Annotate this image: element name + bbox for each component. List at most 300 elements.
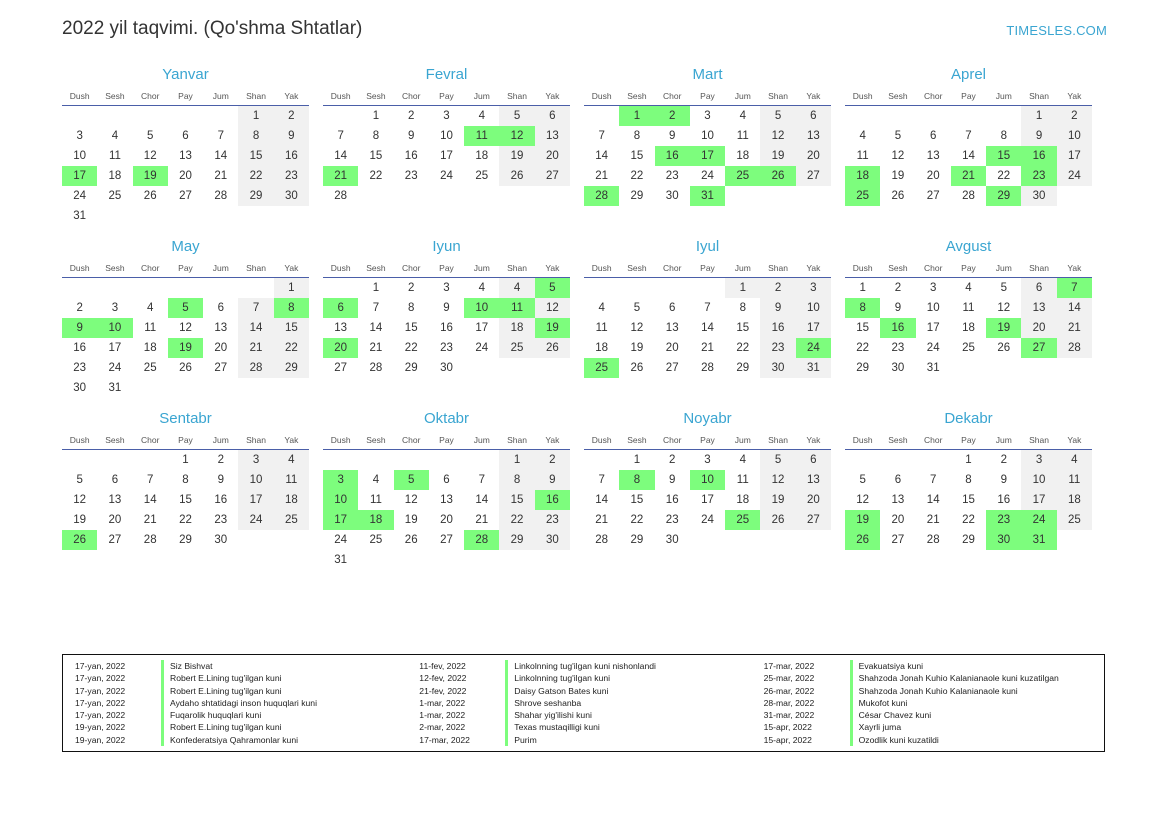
day-cell[interactable]: 22 — [736, 342, 750, 354]
day-cell[interactable]: 3 — [704, 454, 711, 466]
day-cell[interactable]: 28 — [595, 534, 609, 546]
day-cell[interactable]: 15 — [179, 494, 192, 506]
day-cell[interactable]: 4 — [111, 130, 119, 142]
day-cell[interactable]: 10 — [323, 490, 358, 510]
day-cell[interactable]: 15 — [962, 494, 975, 506]
day-cell[interactable]: 1 — [859, 282, 866, 294]
day-cell[interactable]: 22 — [997, 170, 1011, 182]
day-cell[interactable]: 4 — [965, 282, 972, 294]
day-cell[interactable]: 8 — [274, 298, 309, 318]
day-cell[interactable]: 3 — [111, 302, 119, 314]
day-cell[interactable]: 12 — [404, 494, 418, 506]
day-cell[interactable]: 24 — [73, 190, 87, 202]
day-cell[interactable]: 20 — [796, 490, 831, 510]
day-cell[interactable]: 26 — [845, 530, 880, 550]
day-cell[interactable]: 2 — [76, 302, 83, 314]
day-cell[interactable]: 9 — [669, 474, 676, 486]
day-cell[interactable]: 5 — [894, 130, 902, 142]
day-cell[interactable]: 17 — [926, 322, 940, 334]
day-cell[interactable]: 17 — [108, 342, 122, 354]
day-cell[interactable]: 2 — [760, 278, 795, 299]
day-cell[interactable]: 20 — [214, 342, 228, 354]
day-cell[interactable]: 5 — [760, 450, 795, 471]
day-cell[interactable]: 19 — [760, 490, 795, 510]
day-cell[interactable]: 24 — [238, 510, 273, 530]
day-cell[interactable]: 27 — [108, 534, 122, 546]
day-cell[interactable]: 20 — [440, 514, 453, 526]
day-cell[interactable]: 16 — [274, 146, 309, 166]
day-cell[interactable]: 31 — [73, 210, 87, 222]
day-cell[interactable]: 9 — [669, 130, 676, 142]
day-cell[interactable]: 16 — [214, 494, 228, 506]
day-cell[interactable]: 4 — [478, 110, 485, 122]
day-cell[interactable]: 30 — [891, 362, 905, 374]
day-cell[interactable]: 23 — [665, 514, 679, 526]
day-cell[interactable]: 3 — [323, 470, 358, 490]
day-cell[interactable]: 15 — [856, 322, 870, 334]
day-cell[interactable]: 2 — [274, 106, 309, 127]
day-cell[interactable]: 19 — [630, 342, 644, 354]
day-cell[interactable]: 19 — [535, 318, 570, 338]
day-cell[interactable]: 10 — [690, 470, 725, 490]
day-cell[interactable]: 12 — [179, 322, 192, 334]
day-cell[interactable]: 16 — [440, 322, 453, 334]
day-cell[interactable]: 13 — [891, 494, 905, 506]
day-cell[interactable]: 30 — [535, 530, 570, 550]
day-cell[interactable]: 9 — [408, 130, 415, 142]
day-cell[interactable]: 21 — [1057, 318, 1092, 338]
day-cell[interactable]: 21 — [951, 166, 986, 186]
day-cell[interactable]: 31 — [796, 358, 831, 378]
day-cell[interactable]: 4 — [274, 450, 309, 471]
day-cell[interactable]: 5 — [760, 106, 795, 127]
day-cell[interactable]: 6 — [1021, 278, 1056, 299]
day-cell[interactable]: 4 — [499, 278, 534, 299]
day-cell[interactable]: 20 — [323, 338, 358, 358]
day-cell[interactable]: 26 — [62, 530, 97, 550]
day-cell[interactable]: 2 — [535, 450, 570, 471]
day-cell[interactable]: 12 — [630, 322, 644, 334]
day-cell[interactable]: 20 — [1021, 318, 1056, 338]
day-cell[interactable]: 21 — [143, 514, 157, 526]
day-cell[interactable]: 27 — [179, 190, 192, 202]
day-cell[interactable]: 3 — [76, 130, 83, 142]
day-cell[interactable]: 5 — [168, 298, 203, 318]
day-cell[interactable]: 26 — [760, 166, 795, 186]
day-cell[interactable]: 25 — [1057, 510, 1092, 530]
day-cell[interactable]: 13 — [796, 470, 831, 490]
day-cell[interactable]: 18 — [962, 322, 975, 334]
day-cell[interactable]: 16 — [1021, 146, 1056, 166]
day-cell[interactable]: 3 — [238, 450, 273, 471]
day-cell[interactable]: 17 — [475, 322, 489, 334]
day-cell[interactable]: 14 — [369, 322, 383, 334]
day-cell[interactable]: 22 — [274, 338, 309, 358]
day-cell[interactable]: 5 — [394, 470, 429, 490]
day-cell[interactable]: 6 — [323, 298, 358, 318]
day-cell[interactable]: 13 — [179, 150, 192, 162]
day-cell[interactable]: 28 — [238, 358, 273, 378]
day-cell[interactable]: 16 — [73, 342, 87, 354]
day-cell[interactable]: 13 — [796, 126, 831, 146]
day-cell[interactable]: 8 — [372, 130, 380, 142]
day-cell[interactable]: 25 — [962, 342, 975, 354]
day-cell[interactable]: 22 — [369, 170, 383, 182]
day-cell[interactable]: 1 — [182, 454, 189, 466]
day-cell[interactable]: 29 — [238, 186, 273, 206]
day-cell[interactable]: 4 — [739, 454, 746, 466]
day-cell[interactable]: 23 — [986, 510, 1021, 530]
day-cell[interactable]: 24 — [108, 362, 122, 374]
day-cell[interactable]: 8 — [182, 474, 189, 486]
day-cell[interactable]: 22 — [630, 514, 644, 526]
day-cell[interactable]: 26 — [997, 342, 1011, 354]
day-cell[interactable]: 7 — [147, 474, 154, 486]
day-cell[interactable]: 24 — [1057, 166, 1092, 186]
day-cell[interactable]: 1 — [633, 454, 641, 466]
day-cell[interactable]: 15 — [986, 146, 1021, 166]
day-cell[interactable]: 4 — [1057, 450, 1092, 471]
day-cell[interactable]: 7 — [598, 474, 605, 486]
day-cell[interactable]: 27 — [1021, 338, 1056, 358]
day-cell[interactable]: 27 — [440, 534, 453, 546]
day-cell[interactable]: 21 — [926, 514, 940, 526]
day-cell[interactable]: 29 — [736, 362, 750, 374]
day-cell[interactable]: 31 — [108, 382, 122, 394]
day-cell[interactable]: 25 — [584, 358, 619, 378]
day-cell[interactable]: 9 — [535, 470, 570, 490]
day-cell[interactable]: 4 — [372, 474, 380, 486]
day-cell[interactable]: 9 — [274, 126, 309, 146]
day-cell[interactable]: 18 — [143, 342, 157, 354]
day-cell[interactable]: 7 — [372, 302, 380, 314]
day-cell[interactable]: 23 — [73, 362, 87, 374]
day-cell[interactable]: 5 — [859, 474, 866, 486]
day-cell[interactable]: 15 — [274, 318, 309, 338]
day-cell[interactable]: 23 — [214, 514, 228, 526]
day-cell[interactable]: 7 — [930, 474, 937, 486]
day-cell[interactable]: 8 — [499, 470, 534, 490]
day-cell[interactable]: 25 — [143, 362, 157, 374]
day-cell[interactable]: 8 — [408, 302, 415, 314]
day-cell[interactable]: 26 — [143, 190, 157, 202]
day-cell[interactable]: 15 — [369, 150, 383, 162]
day-cell[interactable]: 14 — [143, 494, 157, 506]
day-cell[interactable]: 18 — [736, 150, 750, 162]
day-cell[interactable]: 15 — [736, 322, 750, 334]
day-cell[interactable]: 7 — [704, 302, 711, 314]
day-cell[interactable]: 30 — [274, 186, 309, 206]
day-cell[interactable]: 6 — [443, 474, 450, 486]
day-cell[interactable]: 17 — [701, 494, 714, 506]
day-cell[interactable]: 16 — [404, 150, 418, 162]
day-cell[interactable]: 11 — [369, 494, 382, 506]
day-cell[interactable]: 21 — [595, 170, 609, 182]
day-cell[interactable]: 16 — [535, 490, 570, 510]
day-cell[interactable]: 23 — [440, 342, 453, 354]
day-cell[interactable]: 2 — [1000, 454, 1007, 466]
day-cell[interactable]: 28 — [143, 534, 157, 546]
day-cell[interactable]: 23 — [535, 510, 570, 530]
day-cell[interactable]: 3 — [796, 278, 831, 299]
day-cell[interactable]: 10 — [97, 318, 132, 338]
day-cell[interactable]: 21 — [701, 342, 714, 354]
day-cell[interactable]: 12 — [73, 494, 87, 506]
day-cell[interactable]: 22 — [962, 514, 975, 526]
day-cell[interactable]: 8 — [633, 130, 641, 142]
day-cell[interactable]: 11 — [499, 298, 534, 318]
day-cell[interactable]: 11 — [144, 322, 157, 334]
day-cell[interactable]: 14 — [701, 322, 714, 334]
day-cell[interactable]: 17 — [690, 146, 725, 166]
day-cell[interactable]: 22 — [499, 510, 534, 530]
day-cell[interactable]: 13 — [334, 322, 348, 334]
day-cell[interactable]: 18 — [595, 342, 609, 354]
day-cell[interactable]: 26 — [535, 338, 570, 358]
day-cell[interactable]: 16 — [997, 494, 1011, 506]
day-cell[interactable]: 19 — [499, 146, 534, 166]
day-cell[interactable]: 3 — [704, 110, 711, 122]
day-cell[interactable]: 3 — [1021, 450, 1056, 471]
day-cell[interactable]: 29 — [274, 358, 309, 378]
day-cell[interactable]: 26 — [179, 362, 192, 374]
day-cell[interactable]: 14 — [238, 318, 273, 338]
day-cell[interactable]: 17 — [796, 318, 831, 338]
day-cell[interactable]: 8 — [1000, 130, 1007, 142]
day-cell[interactable]: 7 — [238, 298, 273, 318]
day-cell[interactable]: 7 — [478, 474, 485, 486]
day-cell[interactable]: 12 — [856, 494, 870, 506]
day-cell[interactable]: 13 — [214, 322, 228, 334]
day-cell[interactable]: 14 — [926, 494, 940, 506]
day-cell[interactable]: 29 — [179, 534, 192, 546]
day-cell[interactable]: 15 — [630, 150, 644, 162]
day-cell[interactable]: 23 — [665, 170, 679, 182]
day-cell[interactable]: 2 — [408, 110, 415, 122]
day-cell[interactable]: 4 — [478, 282, 485, 294]
day-cell[interactable]: 28 — [926, 534, 940, 546]
day-cell[interactable]: 1 — [372, 282, 380, 294]
day-cell[interactable]: 22 — [630, 170, 644, 182]
day-cell[interactable]: 18 — [499, 318, 534, 338]
day-cell[interactable]: 25 — [725, 166, 760, 186]
day-cell[interactable]: 23 — [404, 170, 418, 182]
day-cell[interactable]: 27 — [891, 534, 905, 546]
day-cell[interactable]: 9 — [1000, 474, 1007, 486]
day-cell[interactable]: 20 — [926, 170, 940, 182]
day-cell[interactable]: 28 — [1057, 338, 1092, 358]
day-cell[interactable]: 15 — [630, 494, 644, 506]
day-cell[interactable]: 8 — [238, 126, 273, 146]
day-cell[interactable]: 9 — [217, 474, 224, 486]
day-cell[interactable]: 16 — [760, 318, 795, 338]
day-cell[interactable]: 12 — [997, 302, 1011, 314]
day-cell[interactable]: 5 — [76, 474, 83, 486]
day-cell[interactable]: 18 — [845, 166, 880, 186]
day-cell[interactable]: 30 — [73, 382, 87, 394]
day-cell[interactable]: 13 — [108, 494, 122, 506]
day-cell[interactable]: 21 — [214, 170, 228, 182]
day-cell[interactable]: 1 — [1021, 106, 1056, 127]
day-cell[interactable]: 8 — [845, 298, 880, 318]
day-cell[interactable]: 4 — [147, 302, 154, 314]
day-cell[interactable]: 24 — [926, 342, 940, 354]
day-cell[interactable]: 11 — [962, 302, 975, 314]
day-cell[interactable]: 29 — [856, 362, 870, 374]
day-cell[interactable]: 4 — [859, 130, 866, 142]
day-cell[interactable]: 21 — [475, 514, 489, 526]
day-cell[interactable]: 5 — [499, 106, 534, 127]
day-cell[interactable]: 30 — [665, 190, 679, 202]
day-cell[interactable]: 6 — [796, 450, 831, 471]
day-cell[interactable]: 18 — [475, 150, 489, 162]
day-cell[interactable]: 20 — [891, 514, 905, 526]
day-cell[interactable]: 28 — [701, 362, 714, 374]
day-cell[interactable]: 2 — [1057, 106, 1092, 127]
day-cell[interactable]: 14 — [1057, 298, 1092, 318]
day-cell[interactable]: 30 — [665, 534, 679, 546]
day-cell[interactable]: 25 — [475, 170, 489, 182]
day-cell[interactable]: 12 — [143, 150, 157, 162]
day-cell[interactable]: 20 — [179, 170, 192, 182]
day-cell[interactable]: 3 — [443, 110, 450, 122]
day-cell[interactable]: 31 — [926, 362, 940, 374]
day-cell[interactable]: 19 — [404, 514, 418, 526]
day-cell[interactable]: 28 — [464, 530, 499, 550]
day-cell[interactable]: 24 — [701, 514, 714, 526]
day-cell[interactable]: 24 — [475, 342, 489, 354]
day-cell[interactable]: 24 — [796, 338, 831, 358]
day-cell[interactable]: 9 — [894, 302, 902, 314]
day-cell[interactable]: 31 — [1021, 530, 1056, 550]
day-cell[interactable]: 25 — [369, 534, 383, 546]
day-cell[interactable]: 1 — [619, 106, 654, 127]
day-cell[interactable]: 7 — [598, 130, 605, 142]
day-cell[interactable]: 16 — [880, 318, 915, 338]
day-cell[interactable]: 14 — [475, 494, 489, 506]
day-cell[interactable]: 12 — [535, 298, 570, 318]
day-cell[interactable]: 6 — [669, 302, 676, 314]
day-cell[interactable]: 6 — [930, 130, 937, 142]
day-cell[interactable]: 19 — [168, 338, 203, 358]
day-cell[interactable]: 10 — [73, 150, 87, 162]
day-cell[interactable]: 2 — [408, 282, 415, 294]
day-cell[interactable]: 13 — [665, 322, 679, 334]
day-cell[interactable]: 21 — [323, 166, 358, 186]
day-cell[interactable]: 14 — [595, 150, 609, 162]
day-cell[interactable]: 5 — [147, 130, 154, 142]
day-cell[interactable]: 25 — [274, 510, 309, 530]
day-cell[interactable]: 14 — [962, 150, 975, 162]
day-cell[interactable]: 23 — [760, 338, 795, 358]
day-cell[interactable]: 23 — [891, 342, 905, 354]
day-cell[interactable]: 10 — [1021, 470, 1056, 490]
day-cell[interactable]: 8 — [619, 470, 654, 490]
day-cell[interactable]: 29 — [630, 190, 644, 202]
day-cell[interactable]: 10 — [926, 302, 940, 314]
day-cell[interactable]: 26 — [404, 534, 418, 546]
day-cell[interactable]: 4 — [739, 110, 746, 122]
day-cell[interactable]: 11 — [856, 150, 869, 162]
day-cell[interactable]: 31 — [334, 554, 348, 566]
day-cell[interactable]: 24 — [334, 534, 348, 546]
day-cell[interactable]: 28 — [962, 190, 975, 202]
day-cell[interactable]: 1 — [499, 450, 534, 471]
day-cell[interactable]: 12 — [760, 470, 795, 490]
day-cell[interactable]: 10 — [464, 298, 499, 318]
day-cell[interactable]: 17 — [440, 150, 453, 162]
day-cell[interactable]: 31 — [690, 186, 725, 206]
day-cell[interactable]: 19 — [845, 510, 880, 530]
day-cell[interactable]: 30 — [214, 534, 228, 546]
day-cell[interactable]: 14 — [214, 150, 228, 162]
day-cell[interactable]: 9 — [62, 318, 97, 338]
day-cell[interactable]: 17 — [1057, 146, 1092, 166]
day-cell[interactable]: 16 — [665, 494, 679, 506]
day-cell[interactable]: 1 — [238, 106, 273, 127]
day-cell[interactable]: 13 — [926, 150, 940, 162]
day-cell[interactable]: 17 — [238, 490, 273, 510]
day-cell[interactable]: 6 — [217, 302, 224, 314]
day-cell[interactable]: 11 — [464, 126, 499, 146]
day-cell[interactable]: 6 — [894, 474, 902, 486]
day-cell[interactable]: 26 — [630, 362, 644, 374]
day-cell[interactable]: 5 — [1000, 282, 1007, 294]
day-cell[interactable]: 12 — [891, 150, 905, 162]
day-cell[interactable]: 11 — [595, 322, 608, 334]
day-cell[interactable]: 2 — [894, 282, 902, 294]
day-cell[interactable]: 5 — [633, 302, 641, 314]
day-cell[interactable]: 29 — [499, 530, 534, 550]
day-cell[interactable]: 20 — [108, 514, 122, 526]
day-cell[interactable]: 10 — [796, 298, 831, 318]
day-cell[interactable]: 13 — [535, 126, 570, 146]
day-cell[interactable]: 24 — [701, 170, 714, 182]
day-cell[interactable]: 28 — [214, 190, 228, 202]
day-cell[interactable]: 1 — [274, 278, 309, 299]
day-cell[interactable]: 27 — [665, 362, 679, 374]
day-cell[interactable]: 2 — [669, 454, 676, 466]
day-cell[interactable]: 3 — [930, 282, 937, 294]
day-cell[interactable]: 25 — [108, 190, 122, 202]
day-cell[interactable]: 9 — [760, 298, 795, 318]
day-cell[interactable]: 1 — [372, 110, 380, 122]
day-cell[interactable]: 11 — [736, 130, 749, 142]
day-cell[interactable]: 3 — [443, 282, 450, 294]
day-cell[interactable]: 23 — [1021, 166, 1056, 186]
day-cell[interactable]: 27 — [214, 362, 228, 374]
day-cell[interactable]: 25 — [845, 186, 880, 206]
day-cell[interactable]: 19 — [133, 166, 168, 186]
day-cell[interactable]: 6 — [535, 106, 570, 127]
day-cell[interactable]: 2 — [217, 454, 224, 466]
day-cell[interactable]: 7 — [1057, 278, 1092, 299]
day-cell[interactable]: 25 — [499, 338, 534, 358]
day-cell[interactable]: 27 — [926, 190, 940, 202]
day-cell[interactable]: 4 — [598, 302, 605, 314]
day-cell[interactable]: 30 — [986, 530, 1021, 550]
day-cell[interactable]: 17 — [323, 510, 358, 530]
day-cell[interactable]: 23 — [274, 166, 309, 186]
day-cell[interactable]: 15 — [499, 490, 534, 510]
day-cell[interactable]: 30 — [760, 358, 795, 378]
day-cell[interactable]: 6 — [182, 130, 189, 142]
day-cell[interactable]: 7 — [337, 130, 344, 142]
day-cell[interactable]: 29 — [962, 534, 975, 546]
day-cell[interactable]: 30 — [1021, 186, 1056, 206]
day-cell[interactable]: 27 — [796, 510, 831, 530]
day-cell[interactable]: 11 — [1057, 470, 1092, 490]
